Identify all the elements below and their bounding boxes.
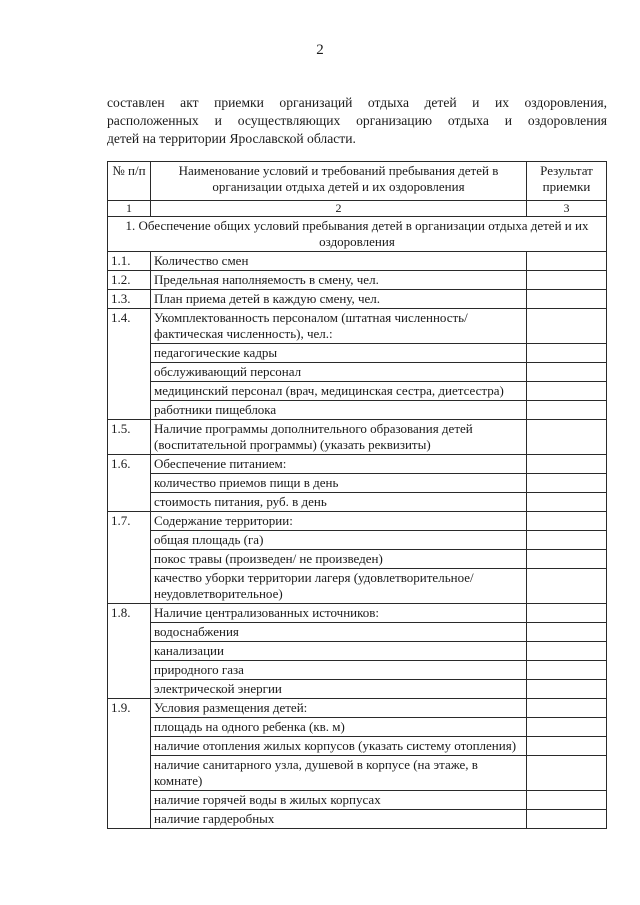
row-result-cell xyxy=(527,401,607,420)
row-condition-text: покос травы (произведен/ не произведен) xyxy=(151,550,527,569)
table-row xyxy=(108,756,607,791)
row-result-cell xyxy=(527,271,607,290)
table-row xyxy=(108,810,607,829)
row-number: 1.3. xyxy=(108,290,151,309)
table-row xyxy=(108,642,607,661)
row-number: 1.9. xyxy=(108,699,151,718)
row-number: 1.1. xyxy=(108,252,151,271)
table-row xyxy=(108,680,607,699)
row-number xyxy=(108,642,151,661)
row-result-cell xyxy=(527,382,607,401)
intro-line: детей на территории Ярославской области. xyxy=(107,131,356,146)
row-result-cell xyxy=(527,455,607,474)
row-result-cell xyxy=(527,363,607,382)
intro-paragraph xyxy=(107,94,607,148)
row-result-cell xyxy=(527,604,607,623)
table-row xyxy=(108,718,607,737)
table-row xyxy=(108,737,607,756)
table-row xyxy=(108,623,607,642)
row-number xyxy=(108,474,151,493)
row-condition-text: Содержание территории: xyxy=(151,512,527,531)
row-result-cell xyxy=(527,737,607,756)
row-number xyxy=(108,382,151,401)
row-result-cell xyxy=(527,290,607,309)
table-row xyxy=(108,455,607,474)
row-result-cell xyxy=(527,699,607,718)
row-result-cell xyxy=(527,680,607,699)
row-number xyxy=(108,569,151,604)
table-row xyxy=(108,569,607,604)
row-number xyxy=(108,550,151,569)
table-row xyxy=(108,604,607,623)
row-result-cell xyxy=(527,791,607,810)
row-number xyxy=(108,344,151,363)
table-row xyxy=(108,550,607,569)
row-number xyxy=(108,810,151,829)
table-row xyxy=(108,344,607,363)
table-row xyxy=(108,474,607,493)
table-row xyxy=(108,420,607,455)
table-row xyxy=(108,401,607,420)
table-row xyxy=(108,271,607,290)
row-condition-text: общая площадь (га) xyxy=(151,531,527,550)
row-number: 1.8. xyxy=(108,604,151,623)
row-number xyxy=(108,756,151,791)
table-row xyxy=(108,512,607,531)
row-result-cell xyxy=(527,756,607,791)
row-number xyxy=(108,493,151,512)
row-condition-text: наличие санитарного узла, душевой в корпусе (на этаже, в комнате) xyxy=(151,756,527,791)
row-result-cell xyxy=(527,642,607,661)
table-row xyxy=(108,699,607,718)
row-result-cell xyxy=(527,531,607,550)
table-row xyxy=(108,290,607,309)
row-number xyxy=(108,680,151,699)
row-condition-text: обслуживающий персонал xyxy=(151,363,527,382)
row-condition-text: электрической энергии xyxy=(151,680,527,699)
row-condition-text: Наличие программы дополнительного образования детей (воспитательной программы) (указать реквизиты) xyxy=(151,420,527,455)
row-result-cell xyxy=(527,718,607,737)
row-number xyxy=(108,661,151,680)
row-condition-text: наличие горячей воды в жилых корпусах xyxy=(151,791,527,810)
row-result-cell xyxy=(527,344,607,363)
row-number xyxy=(108,401,151,420)
row-condition-text: количество приемов пищи в день xyxy=(151,474,527,493)
header-number: № п/п xyxy=(108,162,151,201)
table-row xyxy=(108,309,607,344)
intro-line: расположенных и осуществляющих организацию отдыха и оздоровления xyxy=(107,113,607,128)
table-header-row xyxy=(108,162,607,201)
row-number xyxy=(108,623,151,642)
row-number: 1.5. xyxy=(108,420,151,455)
acceptance-table xyxy=(107,161,607,829)
row-number xyxy=(108,531,151,550)
page-number: 2 xyxy=(316,42,324,58)
header-conditions: Наименование условий и требований пребывания детей в организации отдыха детей и их оздоровления xyxy=(151,162,527,201)
section-heading: 1. Обеспечение общих условий пребывания детей в организации отдыха детей и их оздоровления xyxy=(108,217,607,252)
row-number xyxy=(108,718,151,737)
row-number: 1.4. xyxy=(108,309,151,344)
row-condition-text: Наличие централизованных источников: xyxy=(151,604,527,623)
row-result-cell xyxy=(527,623,607,642)
column-numbering-row xyxy=(108,201,607,217)
table-row xyxy=(108,531,607,550)
row-number xyxy=(108,363,151,382)
row-result-cell xyxy=(527,810,607,829)
row-number xyxy=(108,791,151,810)
table-row xyxy=(108,661,607,680)
row-number: 1.2. xyxy=(108,271,151,290)
section-heading-row xyxy=(108,217,607,252)
row-result-cell xyxy=(527,252,607,271)
row-number: 1.7. xyxy=(108,512,151,531)
row-condition-text: Предельная наполняемость в смену, чел. xyxy=(151,271,527,290)
table-row xyxy=(108,493,607,512)
row-condition-text: площадь на одного ребенка (кв. м) xyxy=(151,718,527,737)
row-result-cell xyxy=(527,474,607,493)
row-condition-text: Условия размещения детей: xyxy=(151,699,527,718)
header-result: Результат приемки xyxy=(527,162,607,201)
row-result-cell xyxy=(527,309,607,344)
row-condition-text: природного газа xyxy=(151,661,527,680)
intro-line: составлен акт приемки организаций отдыха детей и их оздоровления, xyxy=(107,95,607,110)
column-number: 2 xyxy=(151,201,527,217)
column-number: 1 xyxy=(108,201,151,217)
row-condition-text: качество уборки территории лагеря (удовлетворительное/неудовлетворительное) xyxy=(151,569,527,604)
table-row xyxy=(108,382,607,401)
row-condition-text: работники пищеблока xyxy=(151,401,527,420)
row-result-cell xyxy=(527,420,607,455)
row-condition-text: стоимость питания, руб. в день xyxy=(151,493,527,512)
table-row xyxy=(108,791,607,810)
row-result-cell xyxy=(527,512,607,531)
row-condition-text: медицинский персонал (врач, медицинская сестра, диетсестра) xyxy=(151,382,527,401)
row-condition-text: канализации xyxy=(151,642,527,661)
table-row xyxy=(108,363,607,382)
row-condition-text: педагогические кадры xyxy=(151,344,527,363)
row-result-cell xyxy=(527,569,607,604)
table-row xyxy=(108,252,607,271)
row-result-cell xyxy=(527,493,607,512)
row-number xyxy=(108,737,151,756)
row-number: 1.6. xyxy=(108,455,151,474)
row-result-cell xyxy=(527,550,607,569)
row-condition-text: наличие гардеробных xyxy=(151,810,527,829)
column-number: 3 xyxy=(527,201,607,217)
row-result-cell xyxy=(527,661,607,680)
row-condition-text: Укомплектованность персоналом (штатная численность/ фактическая численность), чел.: xyxy=(151,309,527,344)
row-condition-text: наличие отопления жилых корпусов (указать систему отопления) xyxy=(151,737,527,756)
row-condition-text: Количество смен xyxy=(151,252,527,271)
row-condition-text: Обеспечение питанием: xyxy=(151,455,527,474)
row-condition-text: План приема детей в каждую смену, чел. xyxy=(151,290,527,309)
row-condition-text: водоснабжения xyxy=(151,623,527,642)
